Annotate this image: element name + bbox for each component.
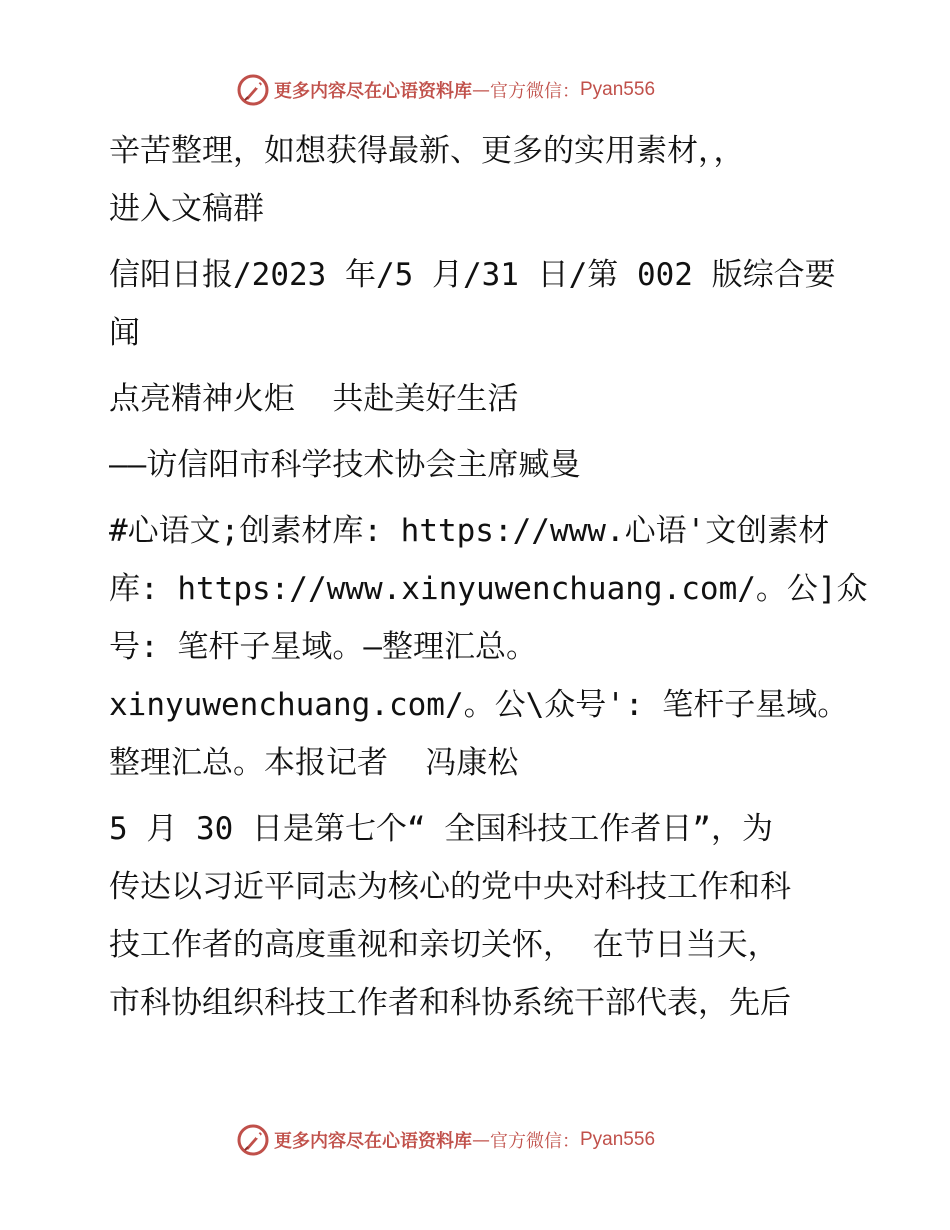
- watermark-wechat-label: 官方微信：: [490, 81, 580, 102]
- text-line: 信阳日报/2023 年/5 月/31 日/第 002 版综合要: [109, 257, 836, 293]
- text-line: 点亮精神火炬 共赴美好生活: [109, 381, 519, 417]
- footer-watermark: [236, 1122, 716, 1158]
- article-body: [97, 122, 868, 1040]
- text-line: 库: https://www.xinyuwenchuang.com/。公]众: [109, 571, 868, 607]
- text-line: xinyuwenchuang.com/。公\众号': 笔杆子星域。: [109, 687, 849, 723]
- text-line: 技工作者的高度重视和亲切关怀， 在节日当天，: [109, 927, 779, 963]
- text-line: 辛苦整理，如想获得最新、更多的实用素材，，: [109, 133, 745, 169]
- watermark-dash: —: [472, 1129, 490, 1151]
- header-watermark: [236, 72, 716, 108]
- watermark-wechat-id: Pyan556: [580, 79, 656, 100]
- watermark-dash: —: [472, 79, 490, 101]
- text-line: 进入文稿群: [109, 191, 264, 227]
- watermark-wechat-id: Pyan556: [580, 1129, 656, 1150]
- text-line: 整理汇总。本报记者 冯康松: [109, 745, 519, 781]
- watermark-text: 更多内容尽在心语资料库: [274, 1131, 472, 1152]
- text-line: ——访信阳市科学技术协会主席臧曼: [109, 447, 581, 483]
- watermark-text: 更多内容尽在心语资料库: [274, 81, 472, 102]
- paragraph: [97, 502, 868, 792]
- text-line: 市科协组织科技工作者和科协系统干部代表，先后: [109, 985, 791, 1021]
- text-line: 号: 笔杆子星域。—整理汇总。: [109, 629, 537, 665]
- paragraph: [97, 436, 857, 494]
- paragraph: [97, 370, 857, 428]
- text-line: #心语文;创素材库: https://www.心语'文创素材: [109, 513, 830, 549]
- quill-logo-icon: [236, 73, 270, 107]
- text-line: 闻: [109, 315, 140, 351]
- watermark-wechat-label: 官方微信：: [490, 1131, 580, 1152]
- paragraph: [97, 800, 857, 1032]
- paragraph: [97, 122, 857, 238]
- text-line: 传达以习近平同志为核心的党中央对科技工作和科: [109, 869, 791, 905]
- quill-logo-icon: [236, 1123, 270, 1157]
- paragraph: [97, 246, 857, 362]
- text-line: 5 月 30 日是第七个“ 全国科技工作者日”，为: [109, 811, 773, 847]
